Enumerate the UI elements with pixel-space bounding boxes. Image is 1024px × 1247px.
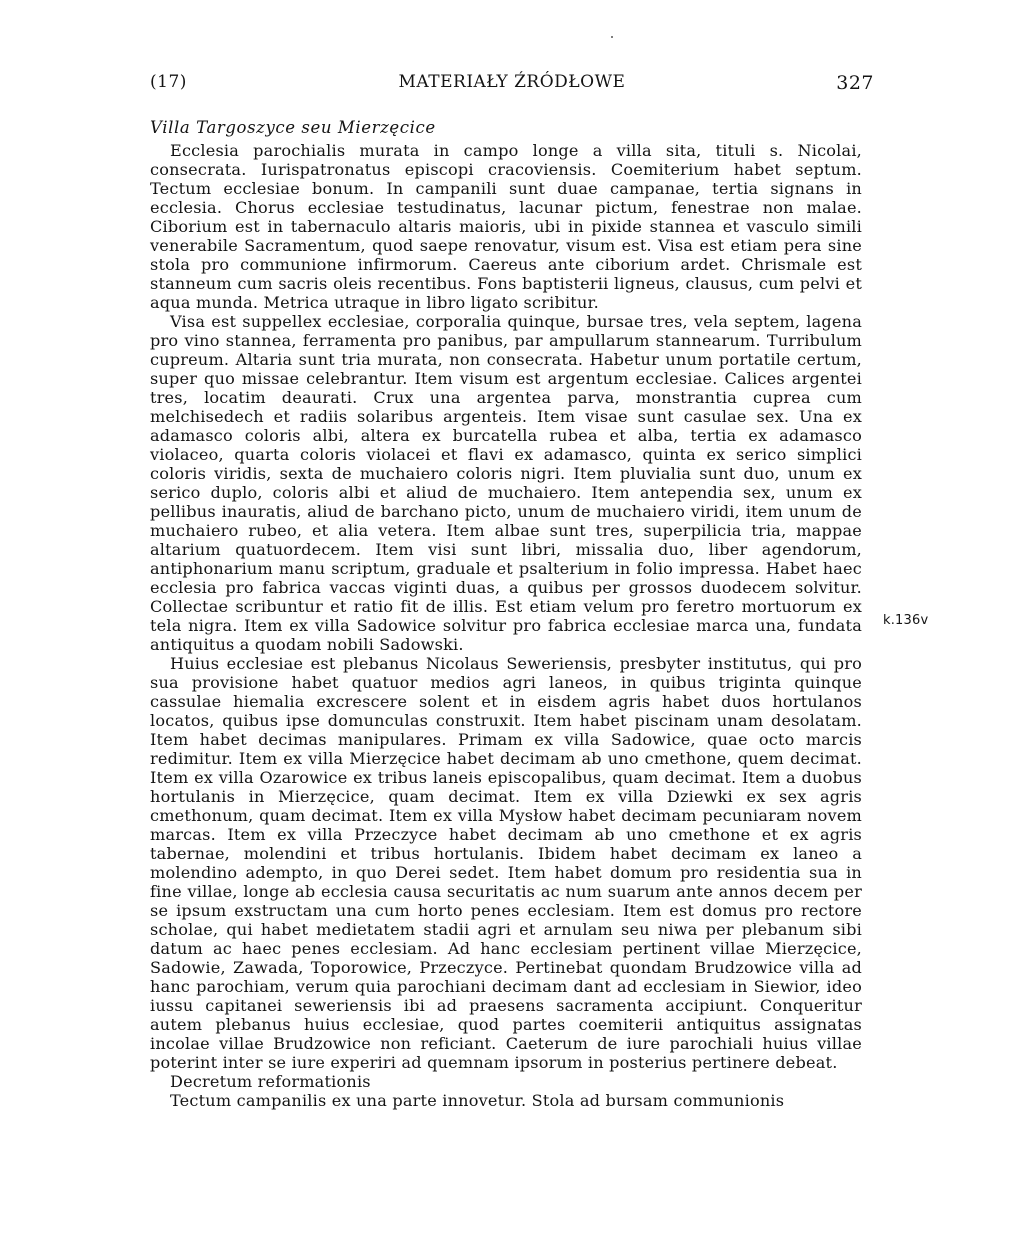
paragraph-church-furnishings: Visa est suppellex ecclesiae, corporalia quinque, bursae tres, vela septem, lagena pro vino stannea, ferramenta pro panibus, par ampullarum stannearum. Turribulum cupreum. Altaria sunt tria murata, non consecrata. Habetur unum portatile certum, super quo missae celebrantur. Item visum est argentum ecclesiae. Calices argentei tres, locatim deaurati. Crux una argentea parva, monstrantia cuprea cum melchisedech et radiis solaribus argenteis. Item visae sunt casulae sex. Una ex adamasco coloris albi, altera ex burcatella rubea et alba, tertia ex adamasco violaceo, quarta coloris violacei et flavi ex adamasco, quinta ex serico simplici coloris viridis, sexta de muchaiero coloris nigri. Item pluvialia sunt duo, unum ex serico duplo, coloris albi et aliud de muchaiero. Item antependia sex, unum ex pellibus inauratis, aliud de barchano picto, unum de muchaiero viridi, item unum de muchaiero rubeo, et alia vetera. Item albae sunt tres, superpilicia tria, mappae altarium quatuordecem. Item visi sunt libri, missalia duo, liber agendorum, antiphonarium manu scriptum, graduale et psalterium in folio impressa. Habet haec ecclesia pro fabrica vaccas viginti duas, a quibus per grossos duodecem solvitur. Collectae scribuntur et ratio fit de illis. Est etiam velum pro feretro mortuorum ex tela nigra. Item ex villa Sadowice solvitur pro fabrica ecclesiae marca una, fundata antiquitus a quodam nobili Sadowski. [150, 312, 862, 654]
header-section-number: (17) [150, 72, 187, 92]
paragraph-parish-priest: Huius ecclesiae est plebanus Nicolaus Seweriensis, presbyter institutus, qui pro sua provisione habet quatuor medios agri laneos, in quibus triginta quinque cassulae hiemalia excrescere solent et in eisdem agris habet duos hortulanos locatos, quibus ipse domunculas construxit. Item habet piscinam unam desolatam. Item habet decimas manipulares. Primam ex villa Sadowice, quae octo marcis redimitur. Item ex villa Mierzęcice habet decimam ab uno cmethone, quem decimat. Item ex villa Ozarowice ex tribus laneis episcopalibus, quam decimat. Item a duobus hortulanis in Mierzęcice, quam decimat. Item ex villa Dziewki ex sex agris cmethonum, quam decimat. Item ex villa Mysłow habet decimam pecuniaram novem marcas. Item ex villa Przeczyce habet decimam ab uno cmethone et ex agris tabernae, molendini et tribus hortulanis. Ibidem habet decimam ex laneo a molendino adempto, in quo Derei sedet. Item habet domum pro residentia sua in fine villae, longe ab ecclesia causa securitatis ac num suarum ante annos decem per se ipsum exstructam una cum horto penes ecclesiam. Item est domus pro rectore scholae, qui habet medietatem stadii agri et arnulam seu niwa per plebanum sibi datum ac haec penes ecclesiam. Ad hanc ecclesiam pertinent villae Mierzęcice, Sadowie, Zawada, Toporowice, Przeczyce. Pertinebat quondam Brudzowice villa ad hanc parochiam, verum quia parochiani decimam dant ad ecclesiam in Siewior, ideo iussu capitanei seweriensis ibi ad praesens sacramenta accipiunt. Conqueritur autem plebanus huius ecclesiae, quod partes coemiterii antiquitus assignatas incolae villae Brudzowice non reficiant. Caeterum de iure parochiali huius villae poterint inter se iure experiri ad quemnam ipsorum in posterius pertinere debeat. [150, 654, 862, 1072]
main-text [150, 118, 862, 1110]
header-title: MATERIAŁY ŹRÓDŁOWE [398, 72, 626, 92]
decree-heading: Decretum reformationis [170, 1072, 371, 1091]
page-number: 327 [836, 72, 874, 94]
page-header [150, 72, 874, 98]
section-title: Villa Targoszyce seu Mierzęcice [150, 118, 436, 137]
scan-speck [611, 36, 613, 38]
decree-text: Tectum campanilis ex una parte innovetur. Stola ad bursam communionis [170, 1091, 785, 1110]
paragraph-church-description: Ecclesia parochialis murata in campo longe a villa sita, tituli s. Nicolai, consecrata. Iurispatronatus episcopi cracoviensis. Coemiterium habet septum. Tectum ecclesiae bonum. In campanili sunt duae campanae, tertia signans in ecclesia. Chorus ecclesiae testudinatus, lacunar pictum, fenestrae non malae. Ciborium est in tabernaculo altaris maioris, ubi in pixide stannea et vasculo simili venerabile Sacramentum, quod saepe renovatur, visum est. Visa est etiam pera sine stola pro communione infirmorum. Caereus ante ciborium ardet. Chrismale est stanneum cum sacris oleis recentibus. Fons baptisterii ligneus, clausus, cum pelvi et aqua munda. Metrica utraque in libro ligato scribitur. [150, 141, 862, 312]
margin-folio-note: k.136v [883, 613, 929, 628]
